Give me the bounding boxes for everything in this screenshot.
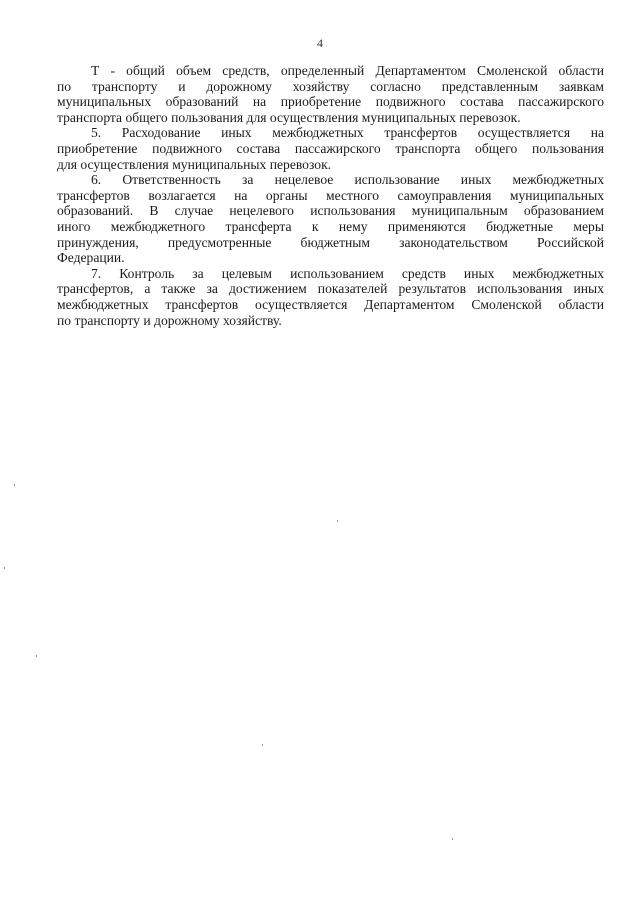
text-line: принуждения, предусмотренные бюджетным законодательством Российской (57, 234, 604, 250)
scan-speck (262, 744, 263, 746)
scan-speck (452, 838, 453, 840)
text-line: трансфертов возлагается на органы местного самоуправления муниципальных (57, 187, 604, 203)
scan-speck (4, 567, 5, 569)
text-line: приобретение подвижного состава пассажирского транспорта общего пользования (57, 140, 604, 156)
paragraph-clause-5 (57, 125, 604, 172)
scan-speck (337, 520, 338, 522)
text-line: трансфертов, а также за достижением показателей результатов использования иных (57, 281, 604, 297)
text-line: Т - общий объем средств, определенный Департаментом Смоленской области (91, 63, 604, 78)
text-line: 7. Контроль за целевым использованием средств иных межбюджетных (91, 265, 604, 281)
paragraph-clause-6 (57, 172, 604, 266)
scan-speck (36, 655, 37, 657)
text-line: по транспорту и дорожному хозяйству. (57, 312, 282, 328)
paragraph-t-definition (57, 63, 604, 125)
text-line: для осуществления муниципальных перевозок. (57, 156, 332, 172)
text-line: межбюджетных трансфертов осуществляется Департаментом Смоленской области (57, 296, 604, 312)
text-line: муниципальных образований на приобретение подвижного состава пассажирского (57, 94, 604, 110)
paragraph-clause-7 (57, 266, 604, 328)
text-line: по транспорту и дорожному хозяйству согласно представленным заявкам (57, 78, 604, 94)
text-line: 6. Ответственность за нецелевое использование иных межбюджетных (91, 172, 604, 188)
page-number: 4 (317, 36, 323, 50)
text-line: Федерации. (57, 250, 125, 266)
text-line: образований. В случае нецелевого использования муниципальным образованием (57, 203, 604, 219)
document-body (57, 63, 604, 328)
scan-speck (14, 484, 15, 486)
text-line: транспорта общего пользования для осуществления муниципальных перевозок. (57, 109, 521, 125)
text-line: 5. Расходование иных межбюджетных трансфертов осуществляется на (91, 125, 604, 141)
text-line: иного межбюджетного трансферта к нему применяются бюджетные меры (57, 218, 604, 234)
